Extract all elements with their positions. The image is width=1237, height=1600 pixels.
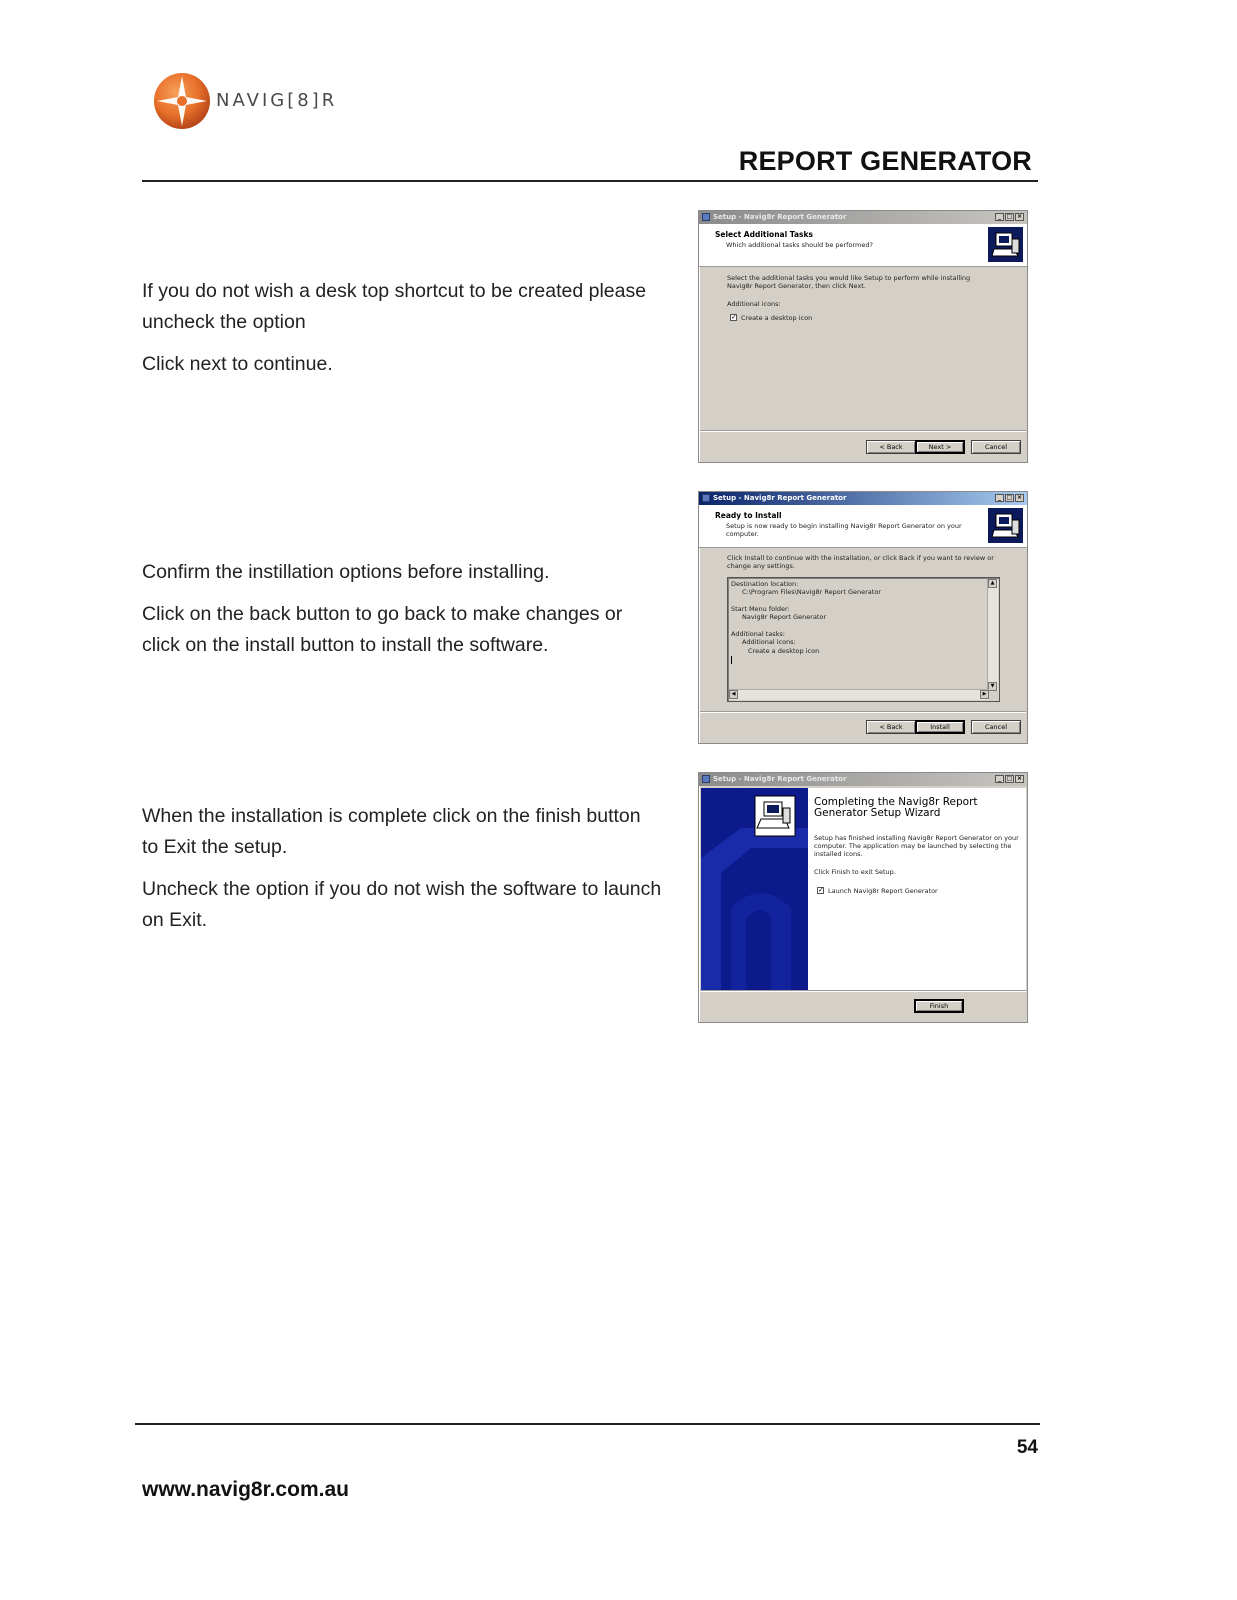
cancel-button[interactable]: Cancel bbox=[971, 720, 1021, 734]
close-icon[interactable]: × bbox=[1016, 213, 1023, 220]
scroll-left-icon[interactable]: ◀ bbox=[729, 690, 738, 699]
paragraph: Confirm the instillation options before installing. bbox=[142, 561, 550, 583]
scroll-right-icon[interactable]: ▶ bbox=[980, 690, 989, 699]
paragraph: When the installation is complete click on the finish button to Exit the setup. bbox=[142, 805, 641, 858]
logo-wordmark: NAVIG[8]R bbox=[216, 90, 338, 111]
memo-line: C:\Program Files\Navig8r Report Generator bbox=[742, 588, 881, 596]
section-1-text bbox=[142, 276, 662, 380]
dialog-titlebar[interactable] bbox=[699, 773, 1027, 786]
divider bbox=[700, 711, 1026, 713]
ready-to-install-dialog bbox=[698, 491, 1028, 744]
text-cursor bbox=[731, 656, 732, 664]
page-number: 54 bbox=[1016, 1437, 1038, 1458]
scroll-down-icon[interactable]: ▼ bbox=[988, 682, 997, 691]
wizard-banner-graphic bbox=[701, 788, 808, 990]
compass-logo-icon bbox=[153, 70, 213, 132]
wizard-page-subtitle: Setup is now ready to begin installing Navig8r Report Generator on your computer. bbox=[726, 522, 962, 538]
footer-divider bbox=[135, 1423, 1040, 1425]
back-button[interactable]: < Back bbox=[866, 440, 916, 454]
completion-text: Setup has finished installing Navig8r Report Generator on your computer. The application may be launched by selecting the installed icons. bbox=[814, 834, 1019, 858]
group-label: Additional icons: bbox=[727, 300, 781, 308]
completion-heading: Completing the Navig8r Report Generator Setup Wizard bbox=[814, 796, 978, 819]
install-button[interactable]: Install bbox=[915, 720, 965, 734]
scroll-up-icon[interactable]: ▲ bbox=[988, 579, 997, 588]
minimize-icon[interactable]: _ bbox=[995, 775, 1004, 783]
finish-button[interactable]: Finish bbox=[914, 999, 964, 1013]
paragraph: Click next to continue. bbox=[142, 353, 333, 375]
wizard-page-subtitle: Which additional tasks should be performed? bbox=[726, 241, 873, 249]
install-summary-memo[interactable] bbox=[727, 577, 1000, 702]
maximize-icon[interactable]: □ bbox=[1006, 775, 1013, 782]
window-title: Setup - Navig8r Report Generator bbox=[713, 494, 847, 502]
memo-line: Create a desktop icon bbox=[748, 647, 820, 655]
section-2-text bbox=[142, 557, 662, 661]
finish-instruction: Click Finish to exit Setup. bbox=[814, 868, 896, 876]
wizard-page-title: Select Additional Tasks bbox=[715, 230, 813, 239]
cancel-button[interactable]: Cancel bbox=[971, 440, 1021, 454]
close-icon[interactable]: × bbox=[1016, 494, 1023, 501]
checkbox-label: Create a desktop icon bbox=[741, 314, 813, 322]
wizard-page-title: Ready to Install bbox=[715, 511, 782, 520]
setup-app-icon bbox=[702, 213, 710, 221]
back-button[interactable]: < Back bbox=[866, 720, 916, 734]
divider bbox=[700, 430, 1026, 432]
memo-line: Start Menu folder: bbox=[731, 605, 790, 613]
maximize-icon[interactable]: □ bbox=[1006, 213, 1013, 220]
memo-line: Additional tasks: bbox=[731, 630, 785, 638]
divider bbox=[700, 990, 1026, 992]
setup-app-icon bbox=[702, 494, 710, 502]
computer-install-icon bbox=[988, 508, 1023, 543]
instructions-text: Click Install to continue with the installation, or click Back if you want to review or change any settings. bbox=[727, 554, 994, 570]
memo-line: Additional icons: bbox=[742, 638, 796, 646]
instructions-text: Select the additional tasks you would like Setup to perform while installing Navig8r Report Generator, then click Next. bbox=[727, 274, 971, 290]
dialog-titlebar[interactable] bbox=[699, 492, 1027, 505]
launch-checkbox[interactable]: ✓ bbox=[818, 886, 824, 894]
wizard-header bbox=[699, 505, 1027, 548]
vertical-scrollbar[interactable] bbox=[987, 579, 998, 691]
navig8r-logo bbox=[153, 70, 338, 132]
paragraph: If you do not wish a desk top shortcut to be created please uncheck the option bbox=[142, 280, 647, 333]
window-title: Setup - Navig8r Report Generator bbox=[713, 213, 847, 221]
paragraph: Click on the back button to go back to make changes or click on the install button to install the software. bbox=[142, 603, 623, 656]
dialog-titlebar[interactable] bbox=[699, 211, 1027, 224]
desktop-icon-checkbox[interactable]: ✓ bbox=[731, 313, 737, 321]
horizontal-scrollbar[interactable] bbox=[729, 689, 989, 700]
maximize-icon[interactable]: □ bbox=[1006, 494, 1013, 501]
select-tasks-dialog bbox=[698, 210, 1028, 463]
minimize-icon[interactable]: _ bbox=[995, 494, 1004, 502]
memo-line: Destination location: bbox=[731, 580, 799, 588]
section-3-text bbox=[142, 801, 662, 936]
setup-complete-dialog bbox=[698, 772, 1028, 1023]
next-button[interactable]: Next > bbox=[915, 440, 965, 454]
close-icon[interactable]: × bbox=[1016, 775, 1023, 782]
setup-app-icon bbox=[702, 775, 710, 783]
wizard-side-image bbox=[701, 788, 808, 990]
document-title: REPORT GENERATOR bbox=[738, 146, 1032, 176]
computer-install-icon bbox=[988, 227, 1023, 262]
checkbox-label: Launch Navig8r Report Generator bbox=[828, 887, 938, 895]
wizard-content-panel bbox=[808, 788, 1026, 990]
wizard-header bbox=[699, 224, 1027, 267]
header-divider bbox=[142, 180, 1038, 182]
website-link[interactable]: www.navig8r.com.au bbox=[142, 1478, 349, 1501]
minimize-icon[interactable]: _ bbox=[995, 213, 1004, 221]
memo-line: Navig8r Report Generator bbox=[742, 613, 827, 621]
paragraph: Uncheck the option if you do not wish the software to launch on Exit. bbox=[142, 878, 662, 931]
window-title: Setup - Navig8r Report Generator bbox=[713, 775, 847, 783]
